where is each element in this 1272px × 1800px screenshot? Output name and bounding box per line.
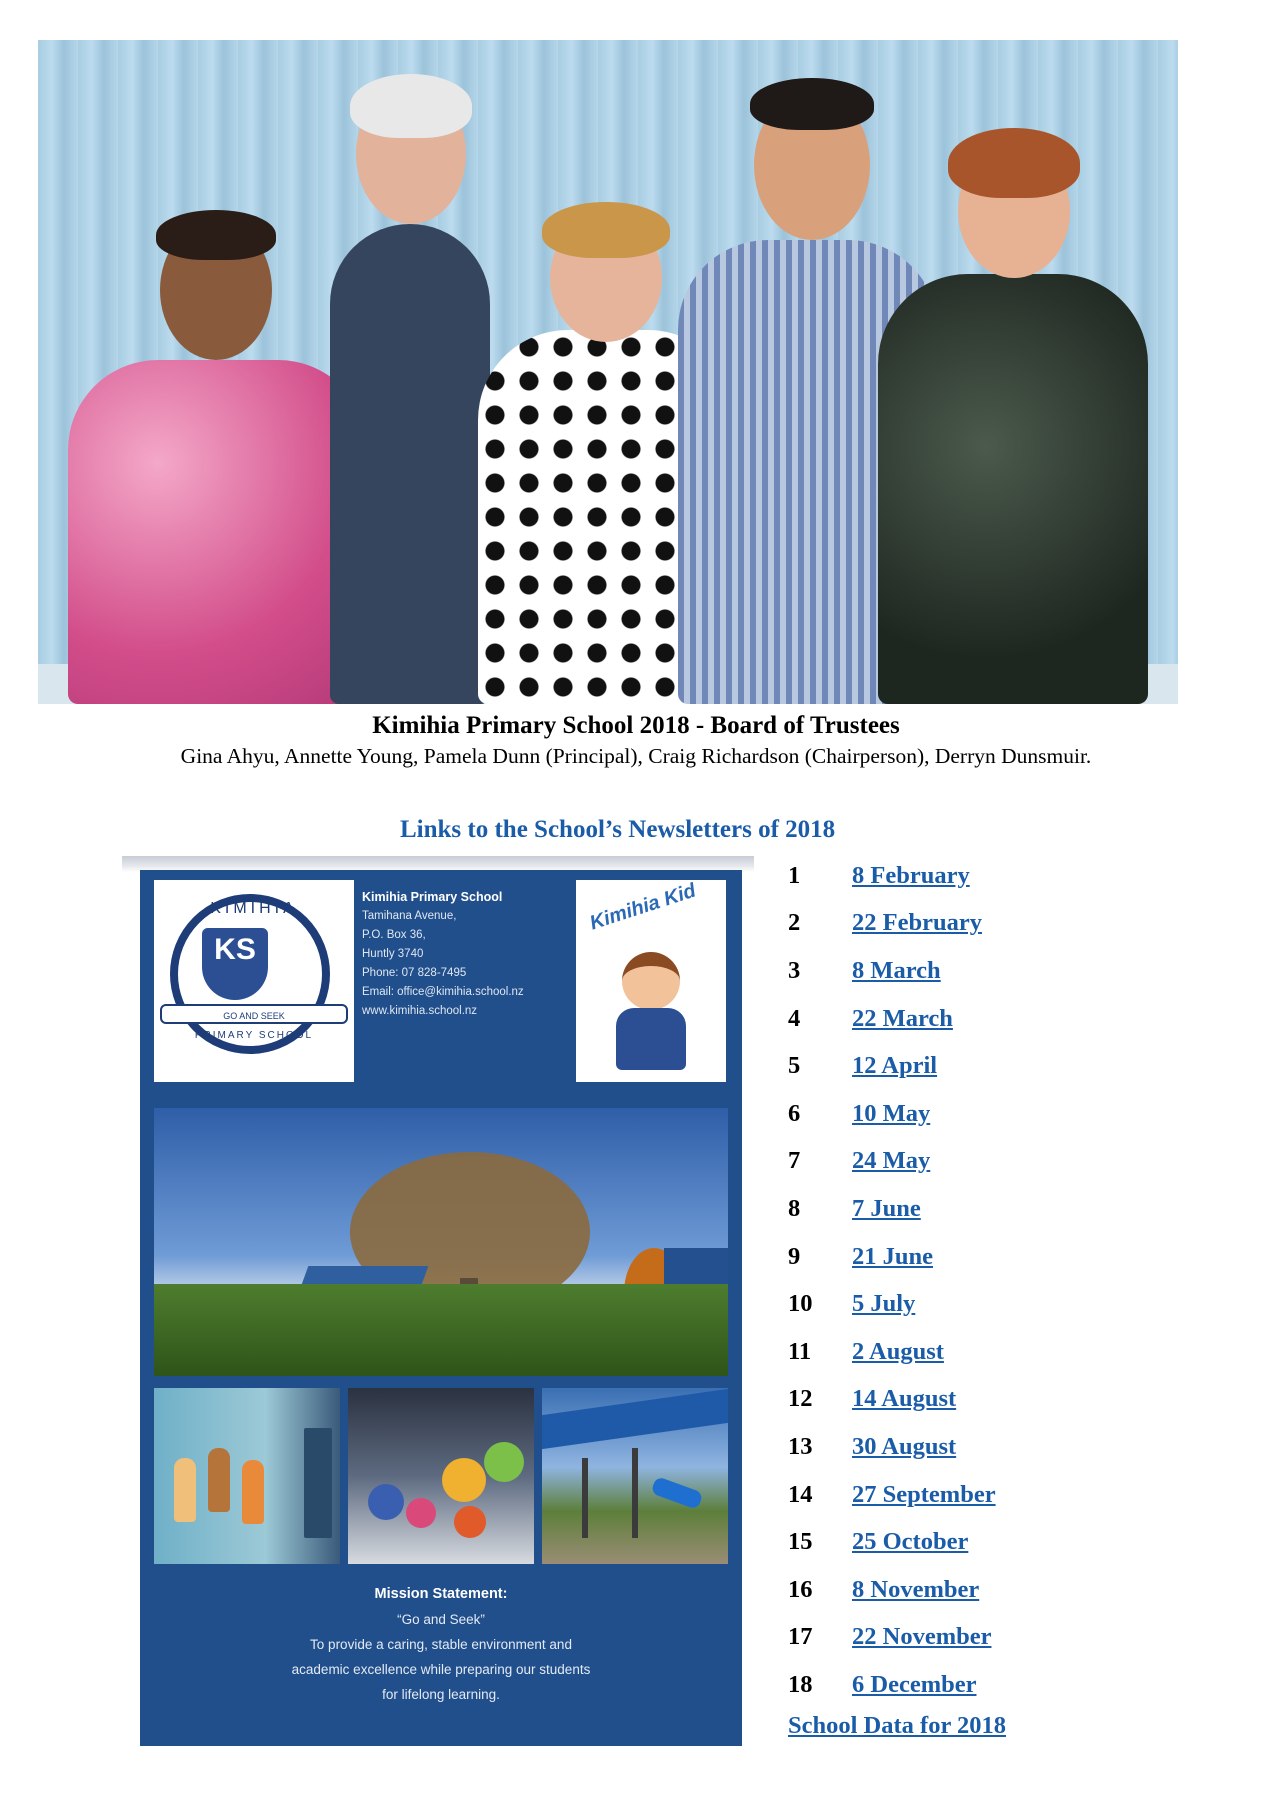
caption-title: Kimihia Primary School 2018 - Board of Trustees	[372, 712, 900, 739]
grass	[154, 1284, 728, 1376]
contact-school-name: Kimihia Primary School	[362, 890, 503, 904]
logo-shield: KS	[202, 928, 268, 1000]
newsletter-link-18[interactable]: 6 December	[852, 1670, 977, 1698]
list-item	[788, 1042, 1228, 1090]
list-item	[788, 1090, 1228, 1138]
newsletter-link-2[interactable]: 22 February	[852, 909, 982, 937]
cover-panel	[140, 870, 742, 1746]
mission-line-1: To provide a caring, stable environment and	[310, 1637, 572, 1652]
list-item	[788, 1376, 1228, 1424]
mission-statement	[154, 1582, 728, 1707]
mission-quote: “Go and Seek”	[397, 1612, 485, 1627]
newsletter-link-16[interactable]: 8 November	[852, 1575, 980, 1603]
newsletter-link-15[interactable]: 25 October	[852, 1528, 969, 1556]
contact-address-2: P.O. Box 36,	[362, 929, 426, 941]
contact-address-1: Tamihana Avenue,	[362, 910, 457, 922]
kid-logo-title: Kimihia Kid	[587, 879, 699, 935]
newsletter-number: 10	[788, 1290, 813, 1318]
list-item	[788, 1138, 1228, 1186]
shade-sail-right	[664, 1248, 728, 1288]
newsletter-link-1[interactable]: 8 February	[852, 861, 970, 889]
mission-line-3: for lifelong learning.	[382, 1687, 500, 1702]
list-item	[788, 900, 1228, 948]
newsletter-cover-image	[122, 856, 754, 1746]
mural-photo	[154, 1388, 340, 1564]
newsletter-number: 2	[788, 909, 801, 937]
newsletter-number: 8	[788, 1194, 801, 1222]
newsletter-link-7[interactable]: 24 May	[852, 1147, 931, 1175]
newsletter-link-4[interactable]: 22 March	[852, 1004, 953, 1032]
list-item	[788, 1280, 1228, 1328]
newsletter-link-11[interactable]: 2 August	[852, 1337, 944, 1365]
contact-details	[362, 888, 562, 1021]
list-item	[788, 995, 1228, 1043]
contact-address-3: Huntly 3740	[362, 948, 424, 960]
newsletter-number: 14	[788, 1480, 813, 1508]
logo-top-text: KIMIHIA	[210, 900, 298, 917]
newsletter-link-10[interactable]: 5 July	[852, 1290, 916, 1318]
newsletter-number: 7	[788, 1147, 801, 1175]
newsletter-number: 11	[788, 1337, 812, 1365]
list-item	[788, 1661, 1228, 1709]
playground-photo	[154, 1108, 728, 1376]
newsletter-number: 18	[788, 1670, 813, 1698]
newsletter-number: 9	[788, 1242, 801, 1270]
list-item	[788, 1614, 1228, 1662]
list-item	[788, 852, 1228, 900]
newsletter-number: 4	[788, 1004, 801, 1032]
newsletter-number: 3	[788, 956, 801, 984]
caption-names: Gina Ahyu, Annette Young, Pamela Dunn (Principal), Craig Richardson (Chairperson), Derryn Dunsmuir.	[180, 744, 1092, 768]
person-gina	[68, 210, 368, 704]
newsletter-link-14[interactable]: 27 September	[852, 1480, 996, 1508]
contact-email: Email: office@kimihia.school.nz	[362, 986, 524, 998]
newsletter-number: 5	[788, 1052, 801, 1080]
newsletter-link-6[interactable]: 10 May	[852, 1099, 931, 1127]
newsletter-number: 1	[788, 861, 801, 889]
lanterns-photo	[348, 1388, 534, 1564]
person-derryn	[878, 118, 1148, 704]
mission-title: Mission Statement:	[374, 1586, 508, 1602]
list-item	[788, 1185, 1228, 1233]
newsletter-link-5[interactable]: 12 April	[852, 1052, 938, 1080]
logo-motto: GO AND SEEK	[160, 1004, 348, 1024]
kid-body	[616, 1008, 686, 1070]
list-item	[788, 1423, 1228, 1471]
newsletter-links-heading: Links to the School’s Newsletters of 2018	[400, 816, 836, 843]
list-item	[788, 1518, 1228, 1566]
contact-phone: Phone: 07 828-7495	[362, 967, 467, 979]
kid-face	[622, 952, 680, 1010]
school-logo	[154, 880, 354, 1082]
newsletter-link-3[interactable]: 8 March	[852, 956, 941, 984]
mission-line-2: academic excellence while preparing our students	[291, 1662, 591, 1677]
board-photo	[38, 40, 1178, 704]
newsletter-number: 6	[788, 1099, 801, 1127]
newsletter-link-9[interactable]: 21 June	[852, 1242, 934, 1270]
contact-web: www.kimihia.school.nz	[362, 1005, 478, 1017]
newsletter-number: 16	[788, 1575, 813, 1603]
newsletter-number: 17	[788, 1623, 813, 1651]
newsletter-list	[788, 852, 1228, 1709]
newsletter-number: 15	[788, 1528, 813, 1556]
kimihia-kid-logo	[576, 880, 726, 1082]
school-data-link[interactable]: School Data for 2018	[788, 1712, 1006, 1739]
list-item	[788, 1566, 1228, 1614]
logo-bottom-text: PRIMARY SCHOOL	[194, 1030, 314, 1041]
newsletter-number: 12	[788, 1385, 813, 1413]
play-equipment-photo	[542, 1388, 728, 1564]
newsletter-link-12[interactable]: 14 August	[852, 1385, 957, 1413]
list-item	[788, 1328, 1228, 1376]
list-item	[788, 1233, 1228, 1281]
list-item	[788, 1471, 1228, 1519]
newsletter-number: 13	[788, 1432, 813, 1460]
newsletter-link-17[interactable]: 22 November	[852, 1623, 992, 1651]
list-item	[788, 947, 1228, 995]
person-annette	[330, 74, 490, 704]
newsletter-link-8[interactable]: 7 June	[852, 1194, 921, 1222]
newsletter-link-13[interactable]: 30 August	[852, 1432, 957, 1460]
